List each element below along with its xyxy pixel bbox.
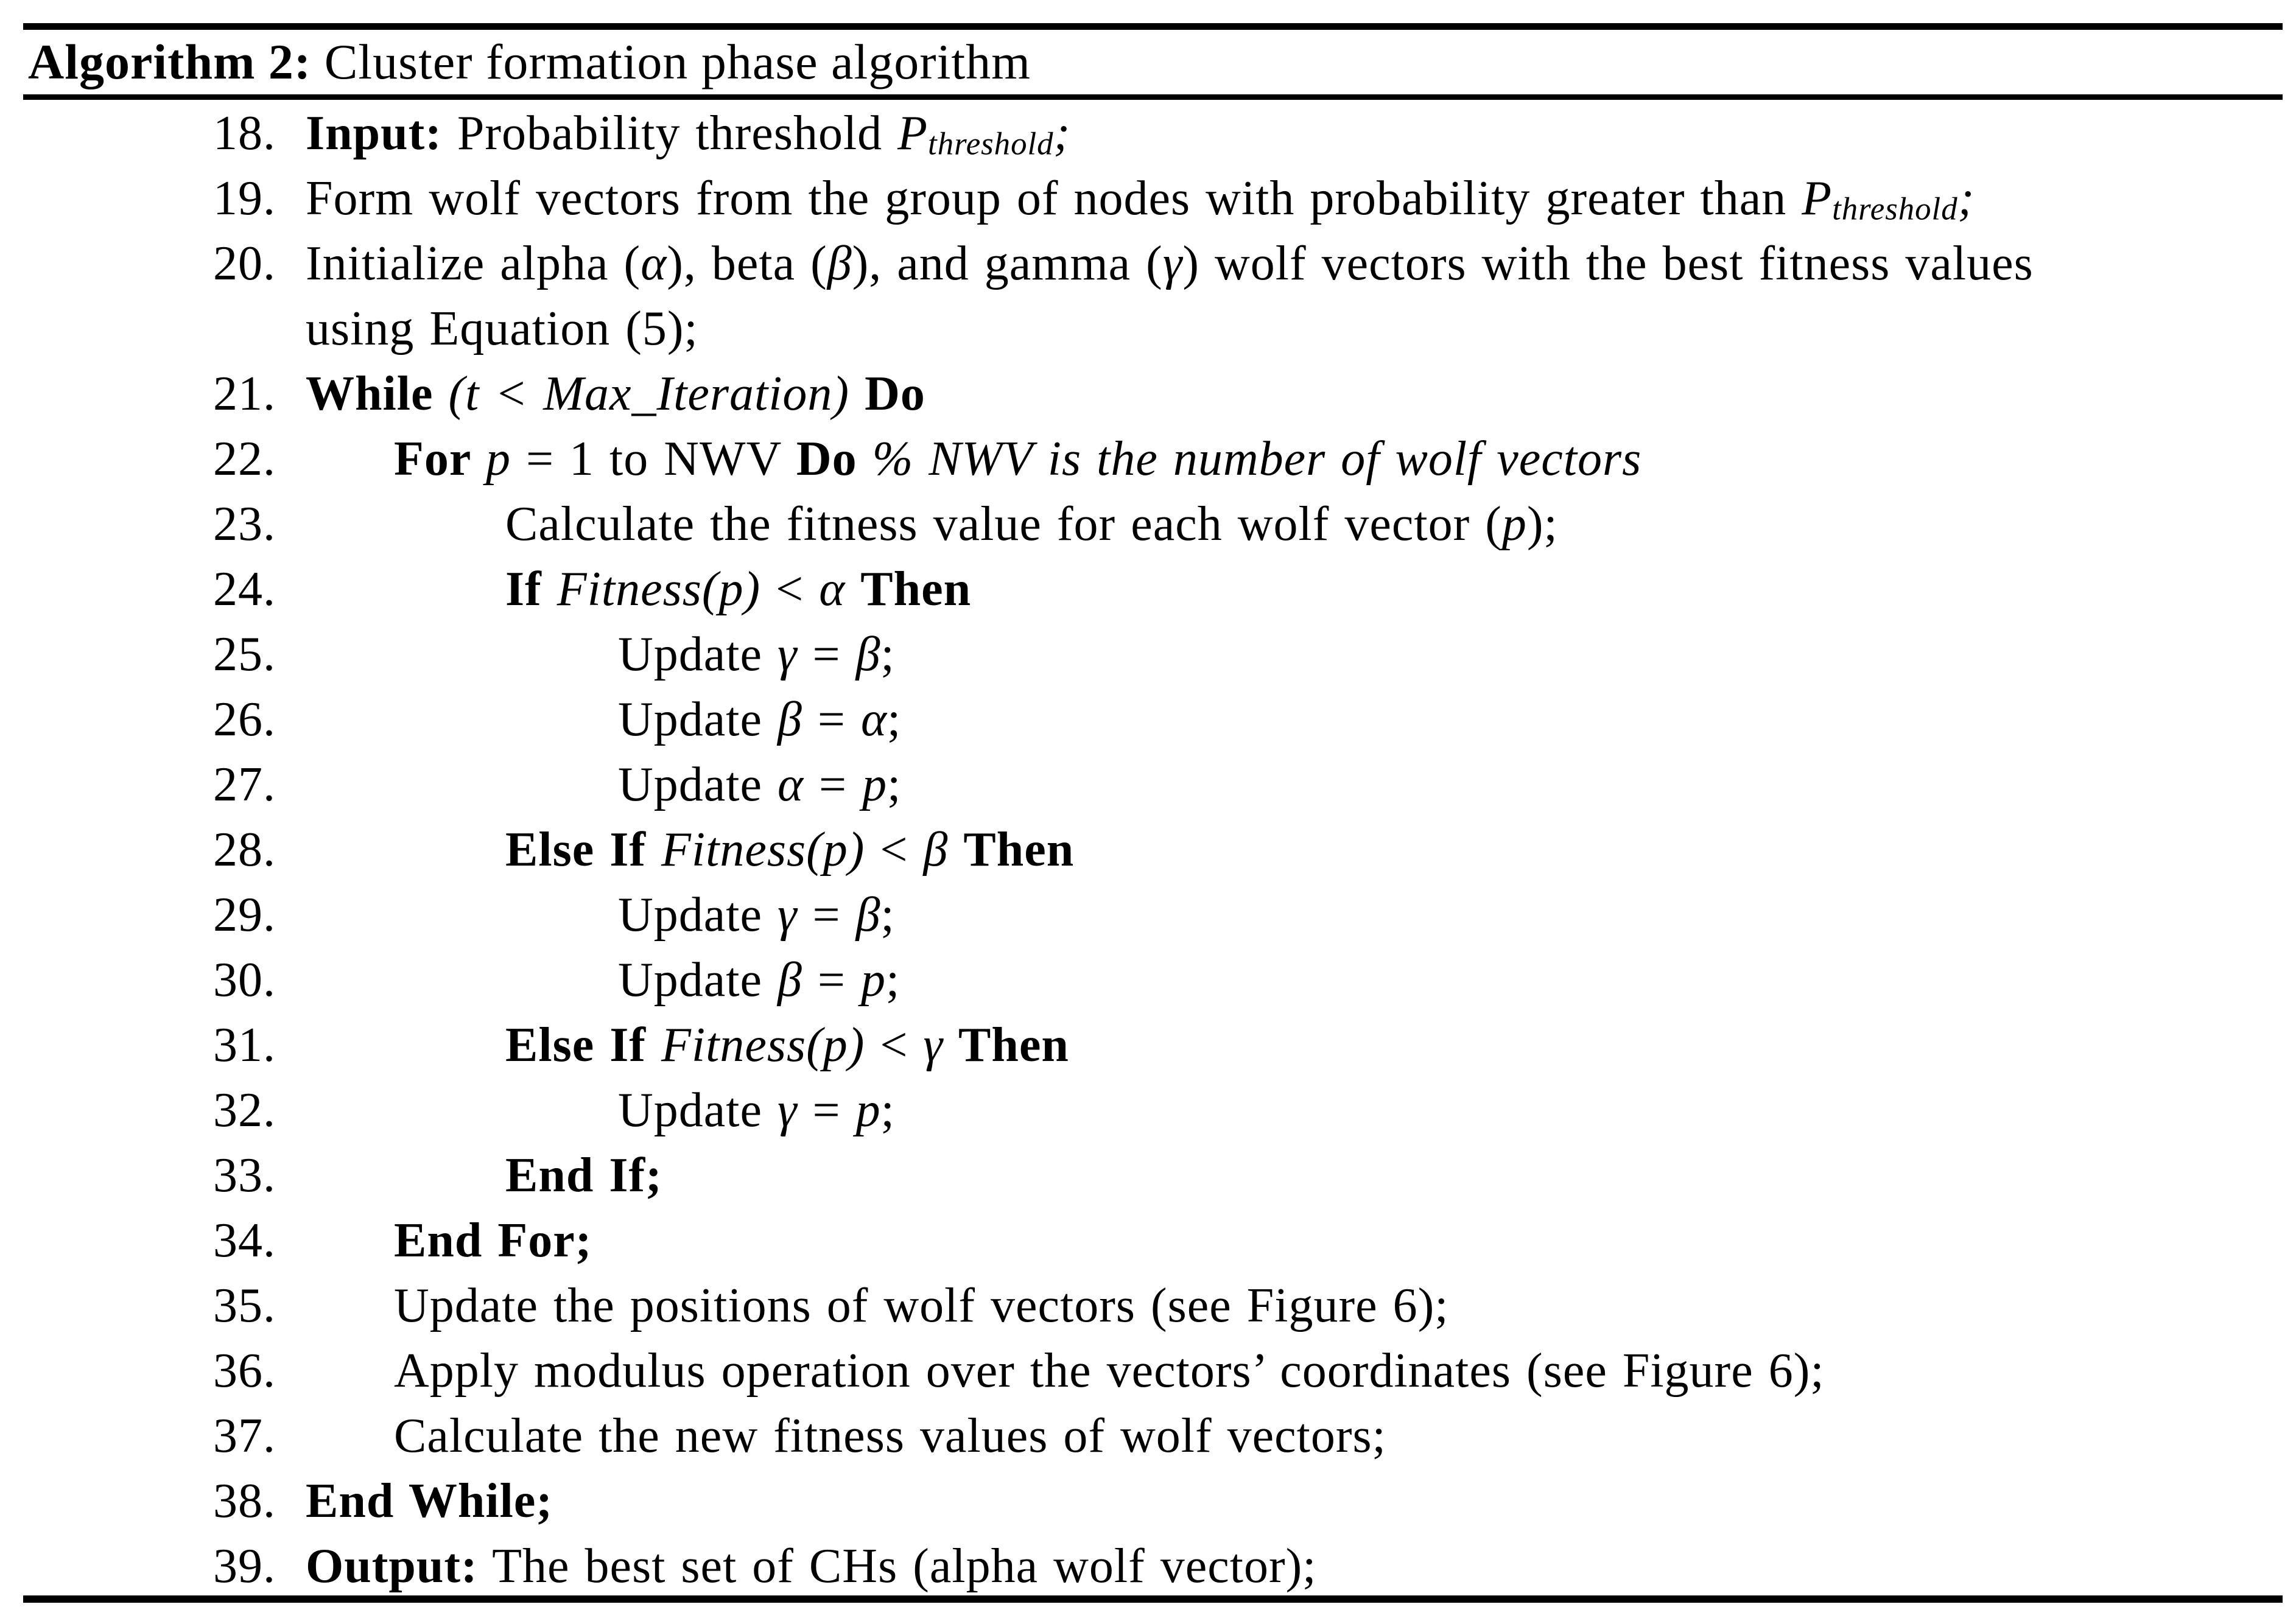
line-text [306, 101, 1070, 177]
line-text [618, 622, 895, 687]
line-text [505, 557, 971, 622]
text-run: Then [958, 1018, 1069, 1072]
text-run: Then [860, 562, 972, 616]
line-number: 26. [213, 693, 276, 746]
algo-line [0, 1078, 2296, 1143]
algo-line [0, 1534, 2296, 1599]
line-text [306, 166, 1975, 242]
line-number: 21. [213, 367, 276, 421]
line-number: 24. [213, 562, 276, 616]
algo-line [0, 231, 2296, 296]
text-run: β [827, 237, 852, 290]
text-run: P [897, 107, 929, 160]
text-run: β [855, 628, 881, 681]
title-separator-rule [23, 94, 2283, 100]
line-number: 35. [213, 1279, 276, 1332]
text-run: α [641, 237, 667, 290]
line-text [618, 1078, 895, 1143]
line-text [618, 883, 895, 948]
text-run: ); [1526, 497, 1558, 551]
text-run: p [855, 1084, 881, 1137]
text-run: Update [618, 1084, 778, 1137]
text-run: p [485, 432, 511, 486]
text-run: Do [796, 432, 857, 486]
text-run: β [778, 953, 802, 1007]
algo-line [0, 1013, 2296, 1078]
text-run: α [819, 562, 846, 616]
algo-line [0, 883, 2296, 948]
text-run: γ [923, 1018, 944, 1072]
line-number: 20. [213, 237, 276, 290]
text-run: Input: [306, 107, 442, 160]
text-run: ), and gamma ( [852, 237, 1163, 290]
algo-line [0, 1143, 2296, 1208]
text-run: γ [1162, 237, 1183, 290]
line-number: 28. [213, 823, 276, 877]
text-run: Then [963, 823, 1075, 877]
line-text [306, 231, 2034, 296]
text-run [845, 562, 860, 616]
algo-line [0, 687, 2296, 752]
text-run: Fitness(p) [661, 1018, 865, 1072]
algo-line [0, 296, 2296, 362]
algo-line [0, 1339, 2296, 1404]
text-run: = [802, 693, 861, 746]
text-run: End If; [505, 1149, 662, 1202]
text-run: using Equation (5); [306, 302, 698, 355]
text-run [948, 823, 963, 877]
text-run: Else If [505, 1018, 661, 1072]
line-text [394, 1339, 1825, 1404]
text-run: = [797, 1084, 856, 1137]
line-number: 31. [213, 1018, 276, 1072]
text-run: γ [778, 1084, 798, 1137]
text-run: The best set of CHs (alpha wolf vector); [477, 1539, 1317, 1593]
text-run: p [862, 758, 888, 811]
line-number: 34. [213, 1214, 276, 1267]
text-run: < [760, 562, 820, 616]
text-run: Probability threshold [441, 107, 898, 160]
text-run: ; [880, 628, 895, 681]
line-text [394, 427, 1641, 492]
text-run: (t < Max_Iteration) [448, 367, 850, 421]
algorithm-title-text: Cluster formation phase algorithm [311, 34, 1031, 89]
text-run: While [306, 367, 449, 421]
line-number: 27. [213, 758, 276, 811]
text-run: p [860, 953, 886, 1007]
text-run: Output: [306, 1539, 478, 1593]
text-run: Update [618, 888, 778, 942]
text-run: Update [618, 953, 778, 1007]
algo-line [0, 101, 2296, 166]
line-text [505, 492, 1558, 557]
line-number: 39. [213, 1539, 276, 1593]
text-run: Initialize alpha ( [306, 237, 641, 290]
text-run: Fitness(p) [556, 562, 761, 616]
line-number: 23. [213, 497, 276, 551]
line-text [394, 1404, 1386, 1469]
algo-line [0, 818, 2296, 883]
text-run: Update [618, 693, 778, 746]
text-run: β [778, 693, 802, 746]
text-run: ; [886, 693, 902, 746]
line-text [505, 1013, 1069, 1078]
line-number: 19. [213, 172, 276, 225]
text-run: = [797, 628, 856, 681]
text-run: ; [880, 1084, 895, 1137]
line-text [505, 1143, 662, 1208]
text-run: If [505, 562, 557, 616]
text-run: = [802, 953, 861, 1007]
algo-line [0, 362, 2296, 427]
line-text [306, 1469, 553, 1534]
algo-line [0, 1273, 2296, 1339]
text-run: ; [880, 888, 895, 942]
text-run: = 1 to NWV [510, 432, 796, 486]
line-text [394, 1273, 1449, 1339]
text-run [849, 367, 865, 421]
line-number: 33. [213, 1149, 276, 1202]
text-run: threshold [1832, 191, 1958, 227]
text-run: ; [1957, 172, 1975, 225]
text-run: threshold [928, 126, 1054, 162]
text-run: Fitness(p) [661, 823, 865, 877]
line-text [505, 818, 1074, 883]
algo-line [0, 166, 2296, 231]
bottom-rule [23, 1595, 2283, 1603]
algorithm-body [0, 101, 2296, 1599]
line-text [618, 752, 901, 818]
text-run: β [855, 888, 881, 942]
line-text [618, 687, 901, 752]
line-number: 32. [213, 1084, 276, 1137]
algorithm-title [28, 32, 1031, 93]
text-run: α [778, 758, 804, 811]
line-number: 18. [213, 107, 276, 160]
text-run: Apply modulus operation over the vectors’ coordinates (see Figure 6); [394, 1344, 1825, 1398]
text-run: = [797, 888, 856, 942]
text-run: % NWV is the number of wolf vectors [872, 432, 1642, 486]
text-run: ; [1053, 107, 1071, 160]
algorithm-title-label: Algorithm 2: [28, 34, 312, 89]
line-number: 38. [213, 1474, 276, 1528]
line-number: 37. [213, 1409, 276, 1463]
top-rule [23, 23, 2283, 30]
algo-line [0, 1404, 2296, 1469]
text-run: ; [885, 953, 900, 1007]
text-run: ), beta ( [667, 237, 827, 290]
text-run: Calculate the new fitness values of wolf vectors; [394, 1409, 1386, 1463]
line-number: 30. [213, 953, 276, 1007]
algo-line [0, 1208, 2296, 1273]
text-run: p [1501, 497, 1527, 551]
text-run: Update the positions of wolf vectors (see Figure 6); [394, 1279, 1449, 1332]
text-run: γ [778, 888, 798, 942]
text-run: For [394, 432, 486, 486]
line-text [306, 362, 925, 427]
text-run: Else If [505, 823, 661, 877]
line-number: 29. [213, 888, 276, 942]
line-text [306, 1534, 1316, 1599]
line-number: 22. [213, 432, 276, 486]
algo-line [0, 948, 2296, 1013]
text-run: Update [618, 628, 778, 681]
line-text [394, 1208, 592, 1273]
line-text [306, 296, 698, 362]
text-run [857, 432, 872, 486]
text-run: End While; [306, 1474, 553, 1528]
algo-line [0, 752, 2296, 818]
text-run: Do [865, 367, 925, 421]
line-number: 25. [213, 628, 276, 681]
text-run: P [1802, 172, 1833, 225]
algo-line [0, 1469, 2296, 1534]
text-run: End For; [394, 1214, 592, 1267]
text-run: β [923, 823, 949, 877]
text-run: α [860, 693, 887, 746]
text-run: ) wolf vectors with the best fitness values [1182, 237, 2034, 290]
text-run: < [865, 1018, 924, 1072]
text-run: = [804, 758, 863, 811]
text-run: Update [618, 758, 778, 811]
line-number: 36. [213, 1344, 276, 1398]
algo-line [0, 492, 2296, 557]
text-run: ; [887, 758, 902, 811]
text-run: Calculate the fitness value for each wolf vector ( [505, 497, 1502, 551]
algo-line [0, 622, 2296, 687]
text-run: γ [778, 628, 798, 681]
algo-line [0, 557, 2296, 622]
algo-line [0, 427, 2296, 492]
text-run [943, 1018, 958, 1072]
line-text [618, 948, 900, 1013]
text-run: Form wolf vectors from the group of nodes with probability greater than [306, 172, 1802, 225]
text-run: < [865, 823, 924, 877]
